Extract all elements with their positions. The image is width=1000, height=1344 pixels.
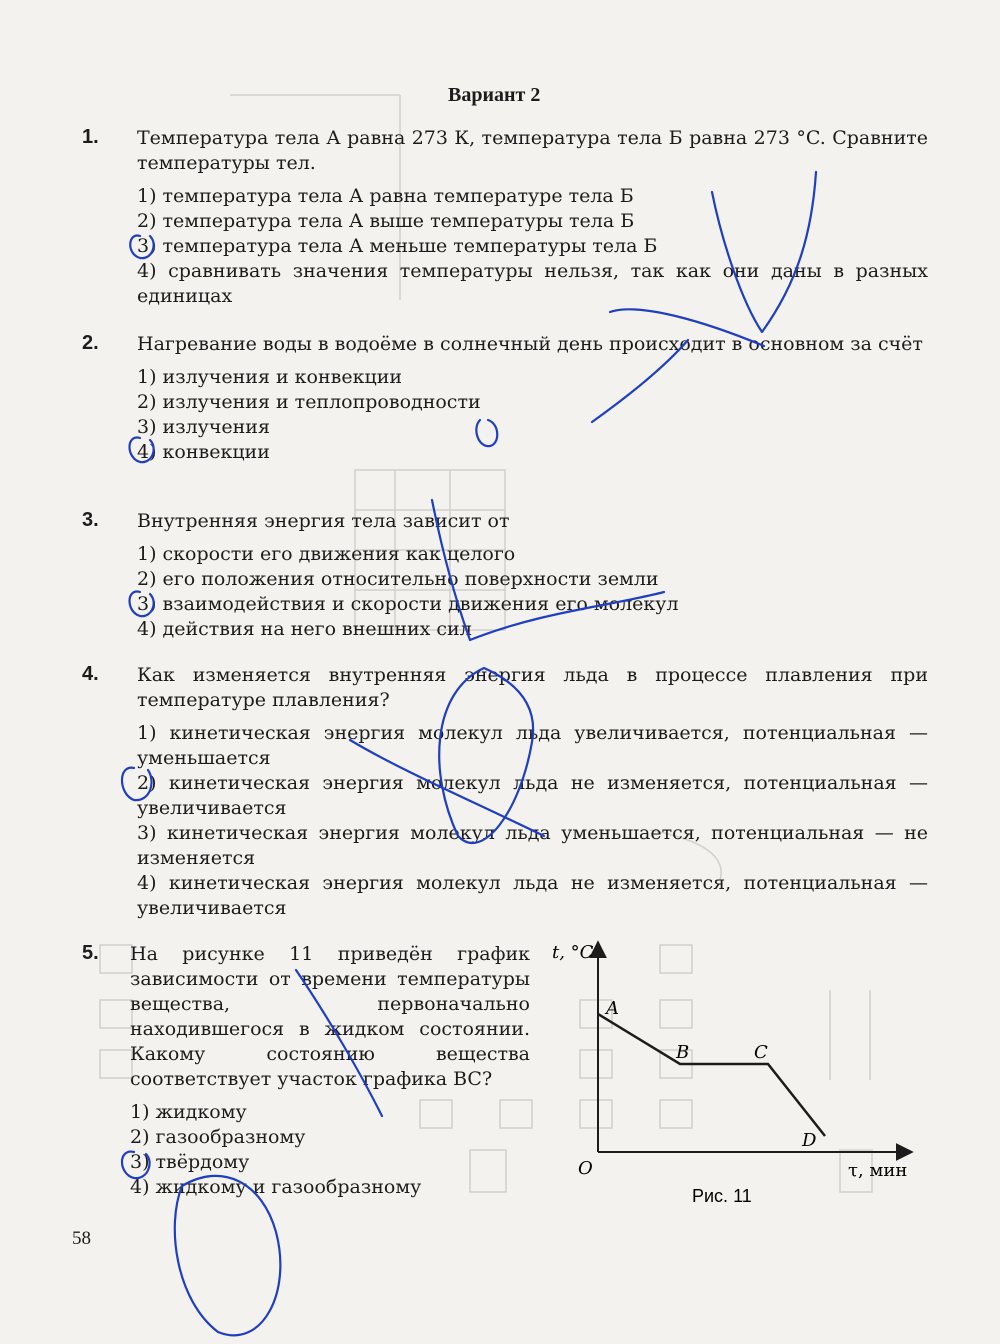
answer-option[interactable]: 2) кинетическая энергия молекул льда не изменяется, потенциальная — увеличивается: [137, 772, 928, 819]
question-text: Как изменяется внутренняя энергия льда в процессе плавления при температуре плавления?: [137, 664, 928, 711]
question-text: На рисунке 11 приведён график зависимости от времени температуры вещества, первоначально находившегося в жидком состоянии. Какому состоянию вещества соответствует участок графика BC?: [130, 943, 530, 1090]
answer-option[interactable]: 3) излучения: [137, 416, 270, 438]
question-text: Внутренняя энергия тела зависит от: [137, 510, 510, 532]
question-number: 4.: [82, 663, 99, 685]
answer-option[interactable]: 3) твёрдому: [130, 1151, 250, 1173]
x-axis-label: τ, мин: [848, 1160, 908, 1181]
y-axis-label: t, °C: [552, 942, 594, 963]
answer-option[interactable]: 1) излучения и конвекции: [137, 366, 403, 388]
graph-line: [598, 1014, 825, 1136]
question-number: 1.: [82, 126, 99, 148]
answer-option[interactable]: 1) жидкому: [130, 1101, 247, 1123]
answer-option[interactable]: 2) температура тела А выше температуры тела Б: [137, 210, 635, 232]
answer-option[interactable]: 3) кинетическая энергия молекул льда уменьшается, потенциальная — не изменяется: [137, 822, 928, 869]
answer-option[interactable]: 1) скорости его движения как целого: [137, 543, 516, 565]
question-number: 3.: [82, 509, 99, 531]
answer-option[interactable]: 2) его положения относительно поверхности земли: [137, 568, 659, 590]
answer-option[interactable]: 4) сравнивать значения температуры нельзя, так как они даны в разных единицах: [137, 260, 928, 307]
answer-option[interactable]: 4) кинетическая энергия молекул льда не изменяется, потенциальная — увеличивается: [137, 872, 928, 919]
temperature-time-graph: [540, 936, 920, 1216]
answer-option[interactable]: 1) кинетическая энергия молекул льда увеличивается, потенциальная — уменьшается: [137, 722, 928, 769]
answer-option[interactable]: 3) взаимодействия и скорости движения его молекул: [137, 593, 679, 615]
page-number: 58: [72, 1228, 91, 1249]
point-label-d: D: [802, 1130, 817, 1151]
variant-title: Вариант 2: [448, 84, 541, 106]
answer-option[interactable]: 4) жидкому и газообразному: [130, 1176, 422, 1198]
question-number: 2.: [82, 332, 99, 354]
point-label-c: C: [754, 1042, 768, 1063]
answer-option[interactable]: 4) конвекции: [137, 441, 270, 463]
figure-caption: Рис. 11: [692, 1186, 752, 1206]
answer-option[interactable]: 2) газообразному: [130, 1126, 306, 1148]
question-text: Температура тела А равна 273 К, температура тела Б равна 273 °C. Сравните температуры тел.: [137, 127, 928, 174]
question-text: Нагревание воды в водоёме в солнечный день происходит в основном за счёт: [137, 333, 923, 355]
point-label-b: B: [676, 1042, 690, 1063]
answer-option[interactable]: 3) температура тела А меньше температуры тела Б: [137, 235, 658, 257]
origin-label: O: [578, 1158, 593, 1179]
question-number: 5.: [82, 942, 99, 964]
answer-option[interactable]: 4) действия на него внешних сил: [137, 618, 472, 640]
answer-option[interactable]: 2) излучения и теплопроводности: [137, 391, 481, 413]
answer-option[interactable]: 1) температура тела А равна температуре тела Б: [137, 185, 634, 207]
point-label-a: A: [606, 998, 619, 1019]
